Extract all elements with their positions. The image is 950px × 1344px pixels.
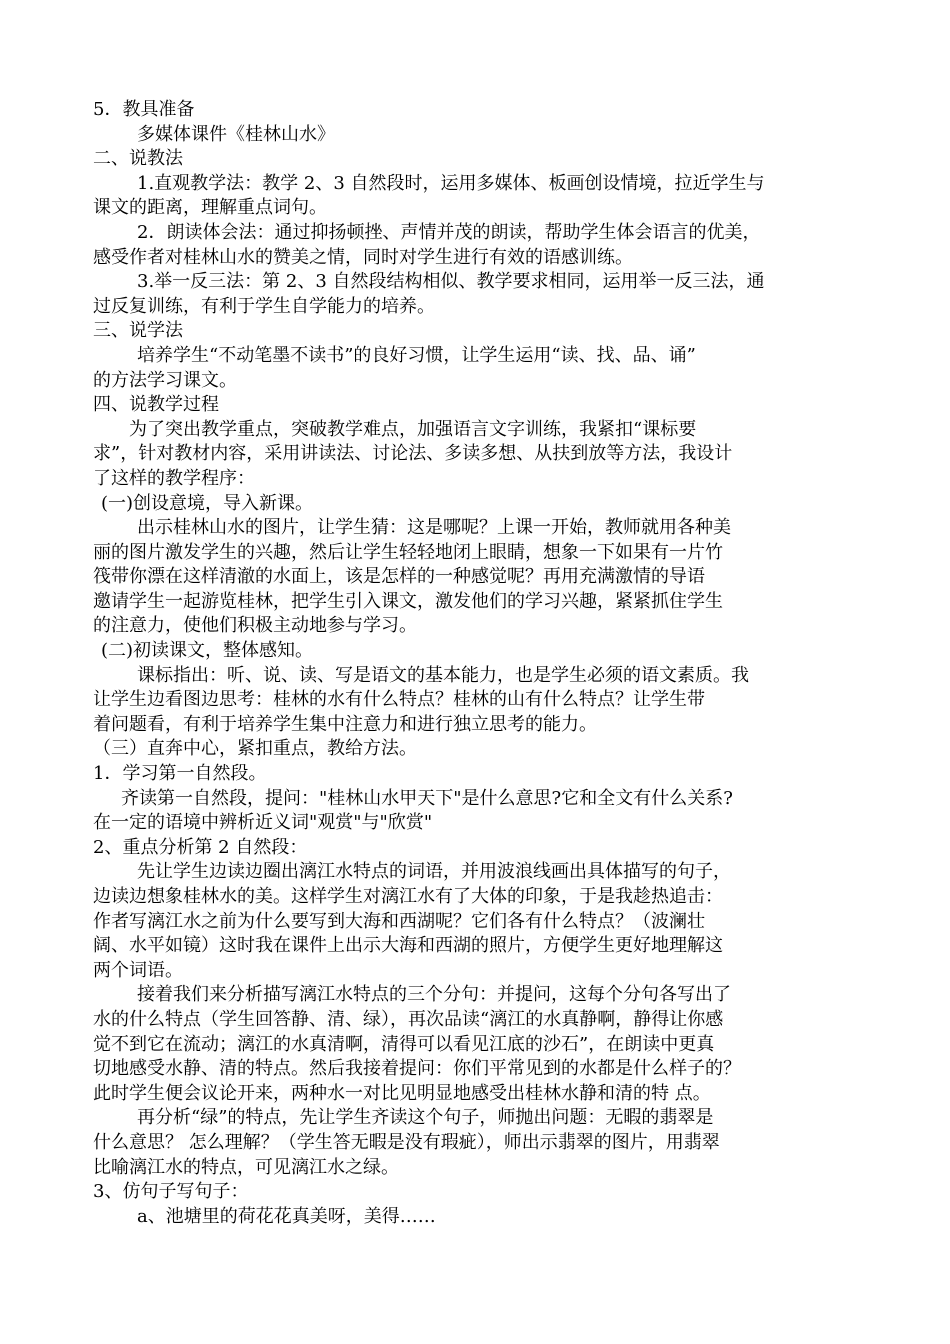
text-line: 的注意力，使他们积极主动地参与学习。 xyxy=(93,615,417,637)
text-line: 培养学生“不动笔墨不读书”的良好习惯，让学生运用“读、找、品、诵” xyxy=(137,344,696,366)
text-line: 3.举一反三法：第 2、3 自然段结构相似、教学要求相同，运用举一反三法，通 xyxy=(137,271,765,293)
text-line: 筏带你漂在这样清澈的水面上，该是怎样的一种感觉呢？再用充满激情的导语 xyxy=(93,566,705,588)
subheading-step-3: （三）直奔中心，紧扣重点，教给方法。 xyxy=(93,738,417,760)
text-line: 课文的距离，理解重点词句。 xyxy=(93,197,327,219)
text-line: 2．朗读体会法：通过抑扬顿挫、声情并茂的朗读，帮助学生体会语言的优美， xyxy=(137,221,761,243)
text-line: 在一定的语境中辨析近义词"观赏"与"欣赏" xyxy=(93,812,433,834)
text-line: 作者写漓江水之前为什么要写到大海和西湖呢？它们各有什么特点？（波澜壮 xyxy=(93,910,705,932)
text-line: 两个词语。 xyxy=(93,959,183,981)
text-line: 什么意思？ 怎么理解？（学生答无暇是没有瑕疵），师出示翡翠的图片，用翡翠 xyxy=(93,1131,720,1153)
text-line: 感受作者对桂林山水的赞美之情，同时对学生进行有效的语感训练。 xyxy=(93,246,633,268)
text-line: a、池塘里的荷花花真美呀，美得…… xyxy=(137,1205,436,1227)
text-line: 邀请学生一起游览桂林，把学生引入课文，激发他们的学习兴趣，紧紧抓住学生 xyxy=(93,590,723,612)
text-line: 接着我们来分析描写漓江水特点的三个分句：并提问，这每个分句各写出了 xyxy=(137,984,731,1006)
text-line: 求”，针对教材内容，采用讲读法、讨论法、多读多想、从扶到放等方法，我设计 xyxy=(93,443,733,465)
text-line: 着问题看，有利于培养学生集中注意力和进行独立思考的能力。 xyxy=(93,713,597,735)
section-heading-teaching-aids: 5．教具准备 xyxy=(93,99,195,120)
section-heading-teaching-process: 四、说教学过程 xyxy=(93,394,219,416)
text-line: 的方法学习课文。 xyxy=(93,369,237,391)
text-line: 了这样的教学程序： xyxy=(93,467,255,489)
text-line: 为了突出教学重点，突破教学难点，加强语言文字训练，我紧扣“课标要 xyxy=(129,418,697,440)
subheading-step-2: (二)初读课文，整体感知。 xyxy=(101,640,314,662)
text-line: 边读边想象桂林水的美。这样学生对漓江水有了大体的印象，于是我趁热追击： xyxy=(93,886,723,907)
document-body xyxy=(93,98,873,1229)
text-line: 先让学生边读边圈出漓江水特点的词语，并用波浪线画出具体描写的句子， xyxy=(137,861,731,883)
text-line: 阔、水平如镜）这时我在课件上出示大海和西湖的照片，方便学生更好地理解这 xyxy=(93,935,723,957)
text-line: 课标指出：听、说、读、写是语文的基本能力，也是学生必须的语文素质。我 xyxy=(137,664,749,686)
text-line: 比喻漓江水的特点，可见漓江水之绿。 xyxy=(93,1156,399,1178)
subheading-step-1: (一)创设意境，导入新课。 xyxy=(101,492,314,514)
text-line: 1.直观教学法：教学 2、3 自然段时，运用多媒体、板画创设情境，拉近学生与 xyxy=(137,172,765,194)
text-line: 过反复训练，有利于学生自学能力的培养。 xyxy=(93,295,435,317)
text-line: 齐读第一自然段，提问："桂林山水甲天下"是什么意思?它和全文有什么关系? xyxy=(121,787,733,809)
text-line: 让学生边看图边思考：桂林的水有什么特点？桂林的山有什么特点？让学生带 xyxy=(93,689,705,711)
section-heading-learning-methods: 三、说学法 xyxy=(93,320,183,342)
text-line: 切地感受水静、清的特点。然后我接着提问：你们平常见到的水都是什么样子的？ xyxy=(93,1058,741,1080)
text-line: 丽的图片激发学生的兴趣，然后让学生轻轻地闭上眼睛，想象一下如果有一片竹 xyxy=(93,541,723,563)
subheading-paragraph-1: 1．学习第一自然段。 xyxy=(93,763,267,785)
text-line: 多媒体课件《桂林山水》 xyxy=(137,123,335,145)
text-line: 出示桂林山水的图片，让学生猜：这是哪呢？上课一开始，教师就用各种美 xyxy=(137,517,731,539)
subheading-paragraph-2: 2、重点分析第 2 自然段： xyxy=(93,836,308,858)
text-line: 觉不到它在流动；漓江的水真清啊，清得可以看见江底的沙石”，在朗读中更真 xyxy=(93,1033,715,1055)
subheading-imitation-writing: 3、仿句子写句子： xyxy=(93,1181,249,1203)
text-line: 水的什么特点（学生回答静、清、绿），再次品读“漓江的水真静啊，静得让你感 xyxy=(93,1008,724,1030)
text-line: 此时学生便会议论开来，两种水一对比见明显地感受出桂林水静和清的特 点。 xyxy=(93,1082,711,1104)
section-heading-teaching-methods: 二、说教法 xyxy=(93,148,183,170)
text-line: 再分析“绿”的特点，先让学生齐读这个句子，师抛出问题：无暇的翡翠是 xyxy=(137,1107,714,1129)
